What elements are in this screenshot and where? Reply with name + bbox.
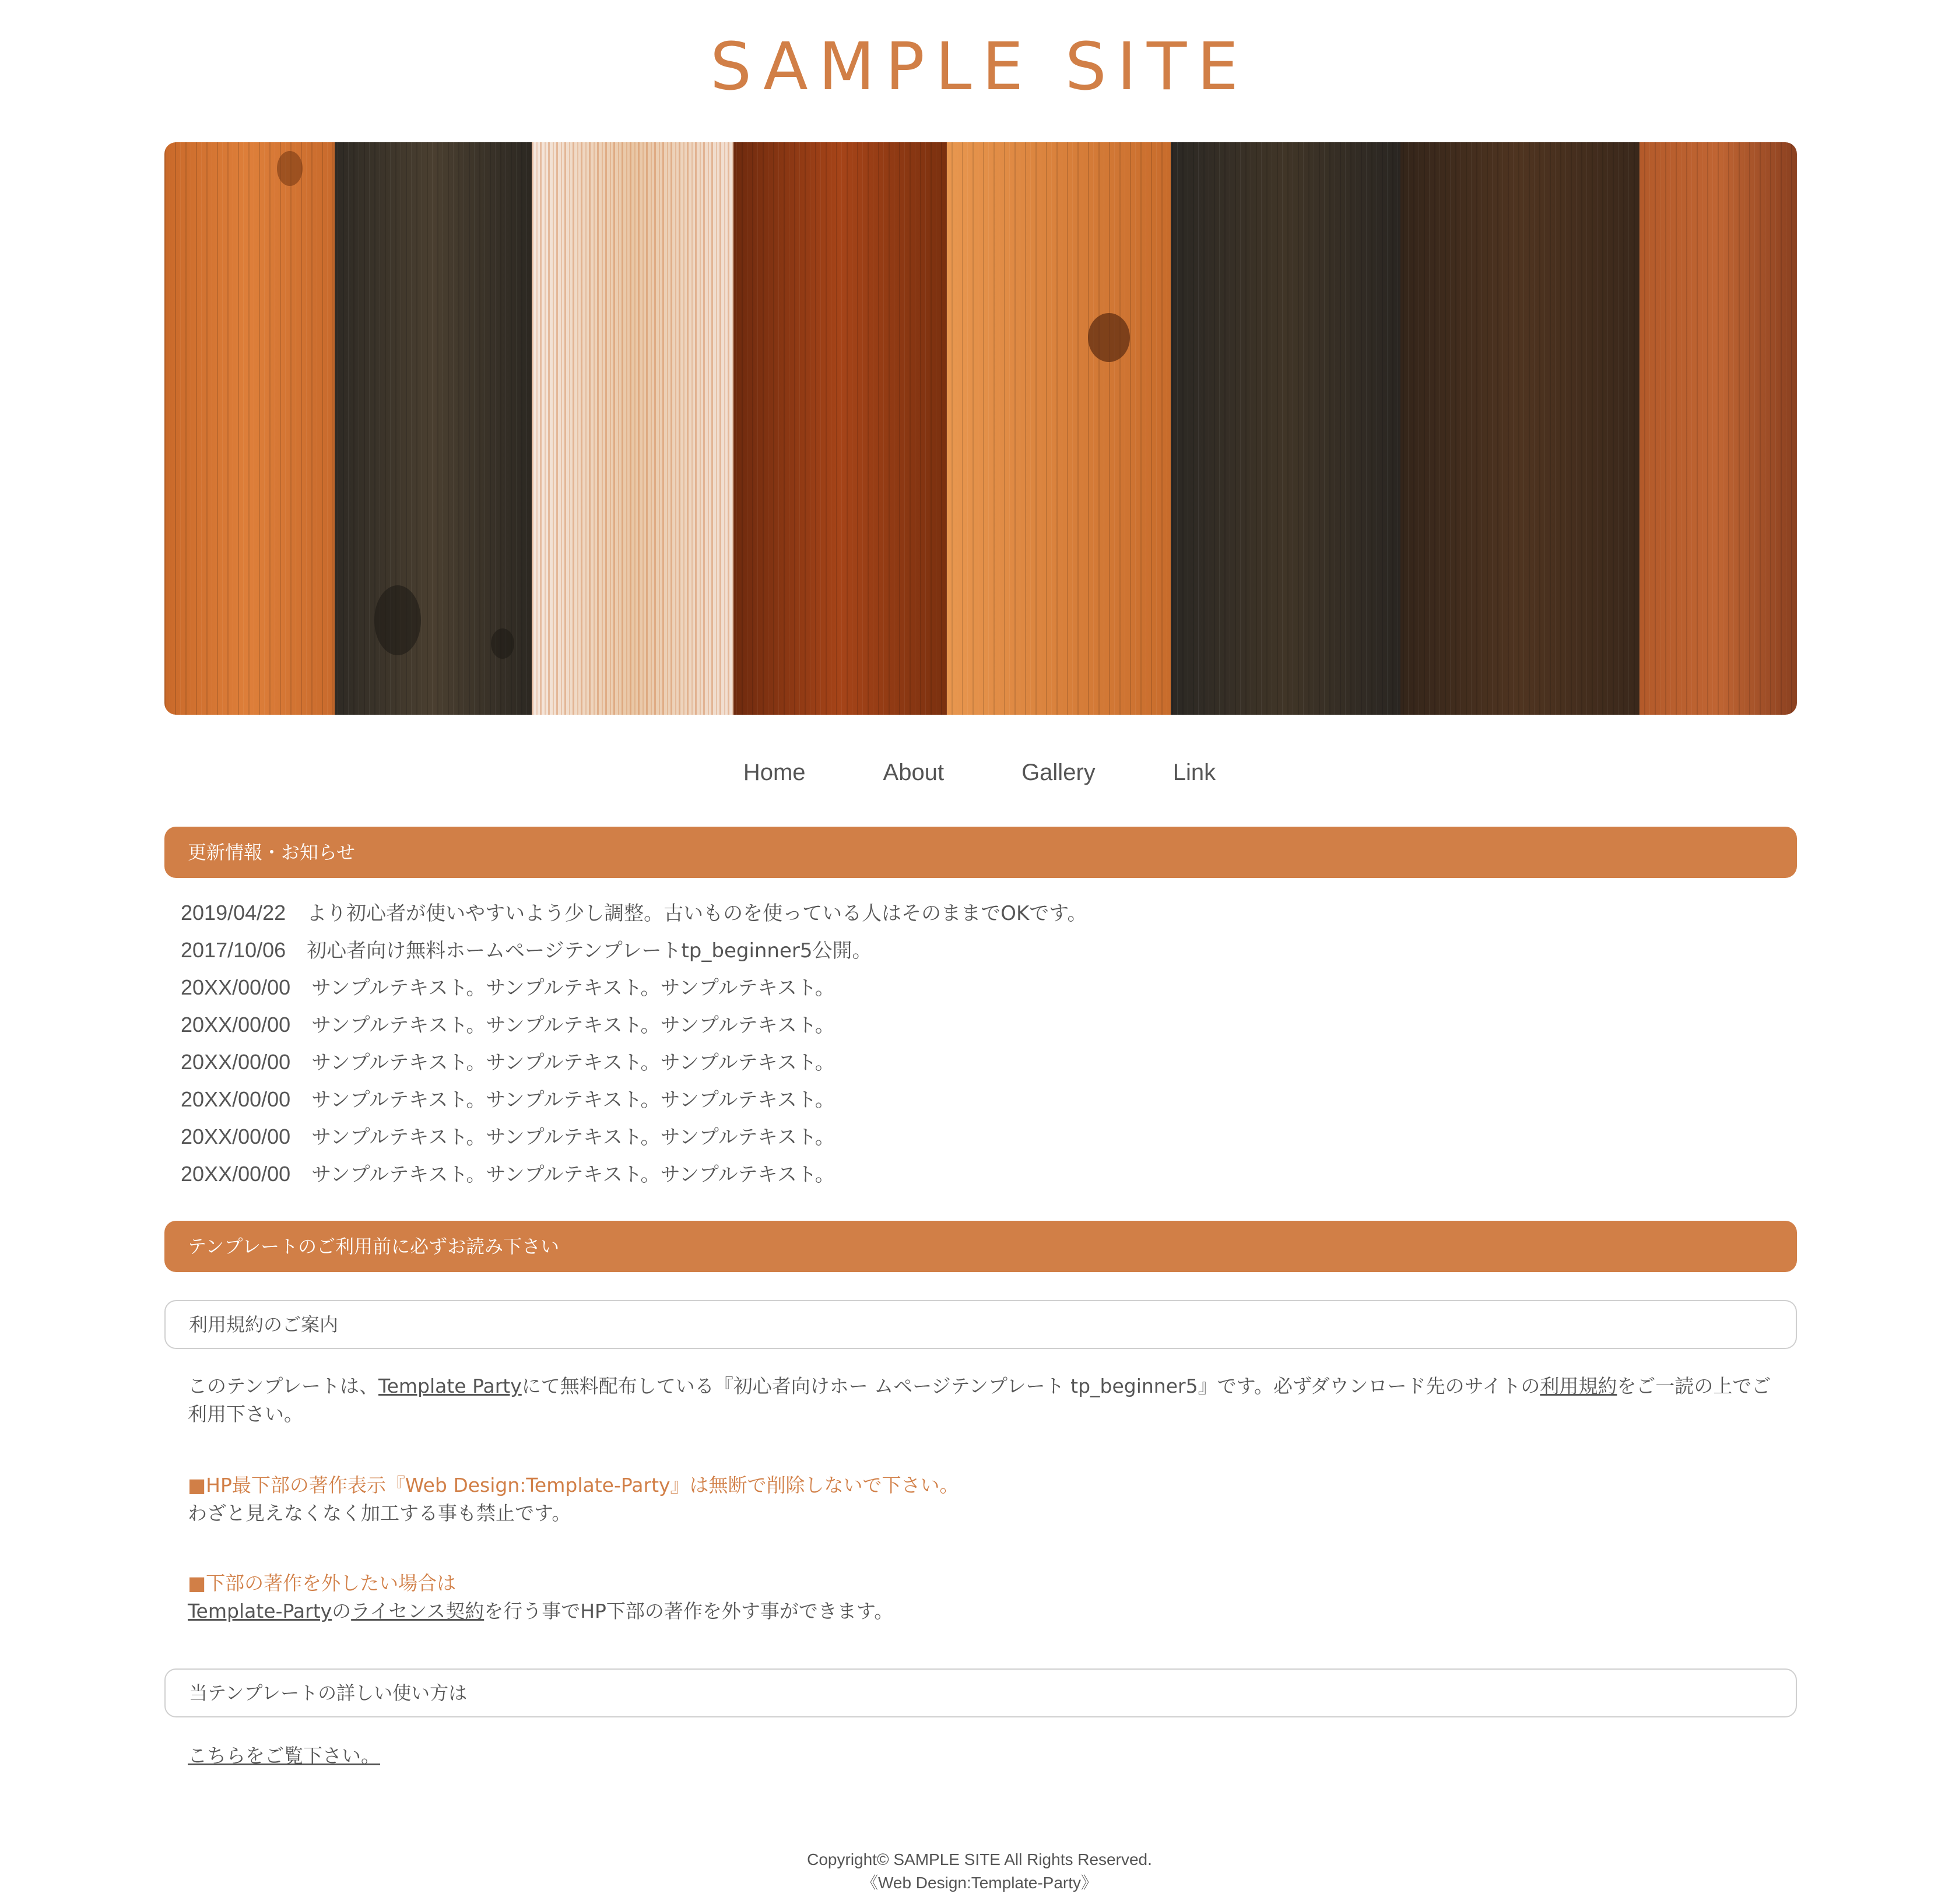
news-text: サンプルテキスト。サンプルテキスト。サンプルテキスト。	[311, 1088, 835, 1112]
usage-paragraph	[188, 1742, 1785, 1770]
copyright-text: Copyright© SAMPLE SITE All Rights Reserved.	[807, 1850, 1152, 1868]
news-date: 20XX/00/00	[181, 1125, 291, 1148]
footer	[0, 1848, 1959, 1895]
wood-planks-image	[164, 142, 1797, 715]
news-text: より初心者が使いやすいよう少し調整。古いものを使っている人はそのままでOKです。	[307, 902, 1087, 925]
news-text: 初心者向け無料ホームページテンプレートtp_beginner5公開。	[307, 939, 872, 962]
hero-image	[164, 142, 1797, 715]
warning-title-2: ■下部の著作を外したい場合は	[188, 1572, 457, 1594]
news-text: サンプルテキスト。サンプルテキスト。サンプルテキスト。	[311, 976, 835, 1000]
credit-link[interactable]: 《Web Design:Template-Party》	[861, 1874, 1098, 1892]
list-item	[181, 1006, 1755, 1044]
list-item	[181, 1155, 1755, 1193]
main-nav	[0, 755, 1959, 790]
nav-item-about[interactable]: About	[883, 760, 945, 785]
nav-item-gallery[interactable]: Gallery	[1021, 760, 1096, 785]
usage-link[interactable]: こちらをご覧下さい。	[188, 1744, 380, 1767]
usage-box-heading: 当テンプレートの詳しい使い方は	[164, 1668, 1797, 1717]
intro-text-middle: にて無料配布している『初心者向けホー ムページテンプレート tp_beginner5』です。必ずダウンロード先のサイトの	[521, 1375, 1540, 1397]
terms-link[interactable]: 利用規約	[1540, 1375, 1617, 1397]
news-date: 2019/04/22	[181, 901, 286, 925]
news-text: サンプルテキスト。サンプルテキスト。サンプルテキスト。	[311, 1051, 835, 1074]
list-item	[181, 969, 1755, 1006]
license-link[interactable]: ライセンス契約	[351, 1600, 485, 1622]
nav-item-link[interactable]: Link	[1172, 760, 1216, 785]
warning-paragraph-1	[188, 1471, 1785, 1527]
warning-title-1: ■HP最下部の著作表示『Web Design:Template-Party』は無断で削除しないで下さい。	[188, 1474, 959, 1496]
news-date: 20XX/00/00	[181, 975, 291, 999]
nav-item-home[interactable]: Home	[743, 760, 806, 785]
news-list	[181, 894, 1755, 1193]
template-party-link-2[interactable]: Template-Party	[188, 1600, 332, 1622]
news-text: サンプルテキスト。サンプルテキスト。サンプルテキスト。	[311, 1126, 835, 1149]
news-heading: 更新情報・お知らせ	[164, 827, 1797, 878]
warning-text-end: を行う事でHP下部の著作を外す事ができます。	[484, 1600, 894, 1622]
notice-heading: テンプレートのご利用前に必ずお読み下さい	[164, 1221, 1797, 1272]
list-item	[181, 894, 1755, 932]
news-date: 20XX/00/00	[181, 1050, 291, 1074]
intro-text-start: このテンプレートは、	[188, 1375, 379, 1397]
news-date: 2017/10/06	[181, 938, 286, 962]
list-item	[181, 1081, 1755, 1118]
intro-text-end: をご一読の上でご利用下さい。	[188, 1375, 1771, 1425]
intro-paragraph	[188, 1372, 1785, 1428]
site-title: SAMPLE SITE	[710, 29, 1249, 105]
news-date: 20XX/00/00	[181, 1162, 291, 1186]
warning-body-1: わざと見えなくなく加工する事も禁止です。	[188, 1502, 571, 1524]
news-date: 20XX/00/00	[181, 1013, 291, 1037]
list-item	[181, 932, 1755, 969]
news-text: サンプルテキスト。サンプルテキスト。サンプルテキスト。	[311, 1014, 835, 1037]
warning-paragraph-2	[188, 1569, 1785, 1625]
template-party-link[interactable]: Template Party	[378, 1375, 522, 1397]
terms-box-heading: 利用規約のご案内	[164, 1300, 1797, 1349]
news-text: サンプルテキスト。サンプルテキスト。サンプルテキスト。	[311, 1163, 835, 1186]
list-item	[181, 1044, 1755, 1081]
news-date: 20XX/00/00	[181, 1087, 291, 1111]
list-item	[181, 1118, 1755, 1155]
warning-text-no: の	[332, 1600, 352, 1622]
